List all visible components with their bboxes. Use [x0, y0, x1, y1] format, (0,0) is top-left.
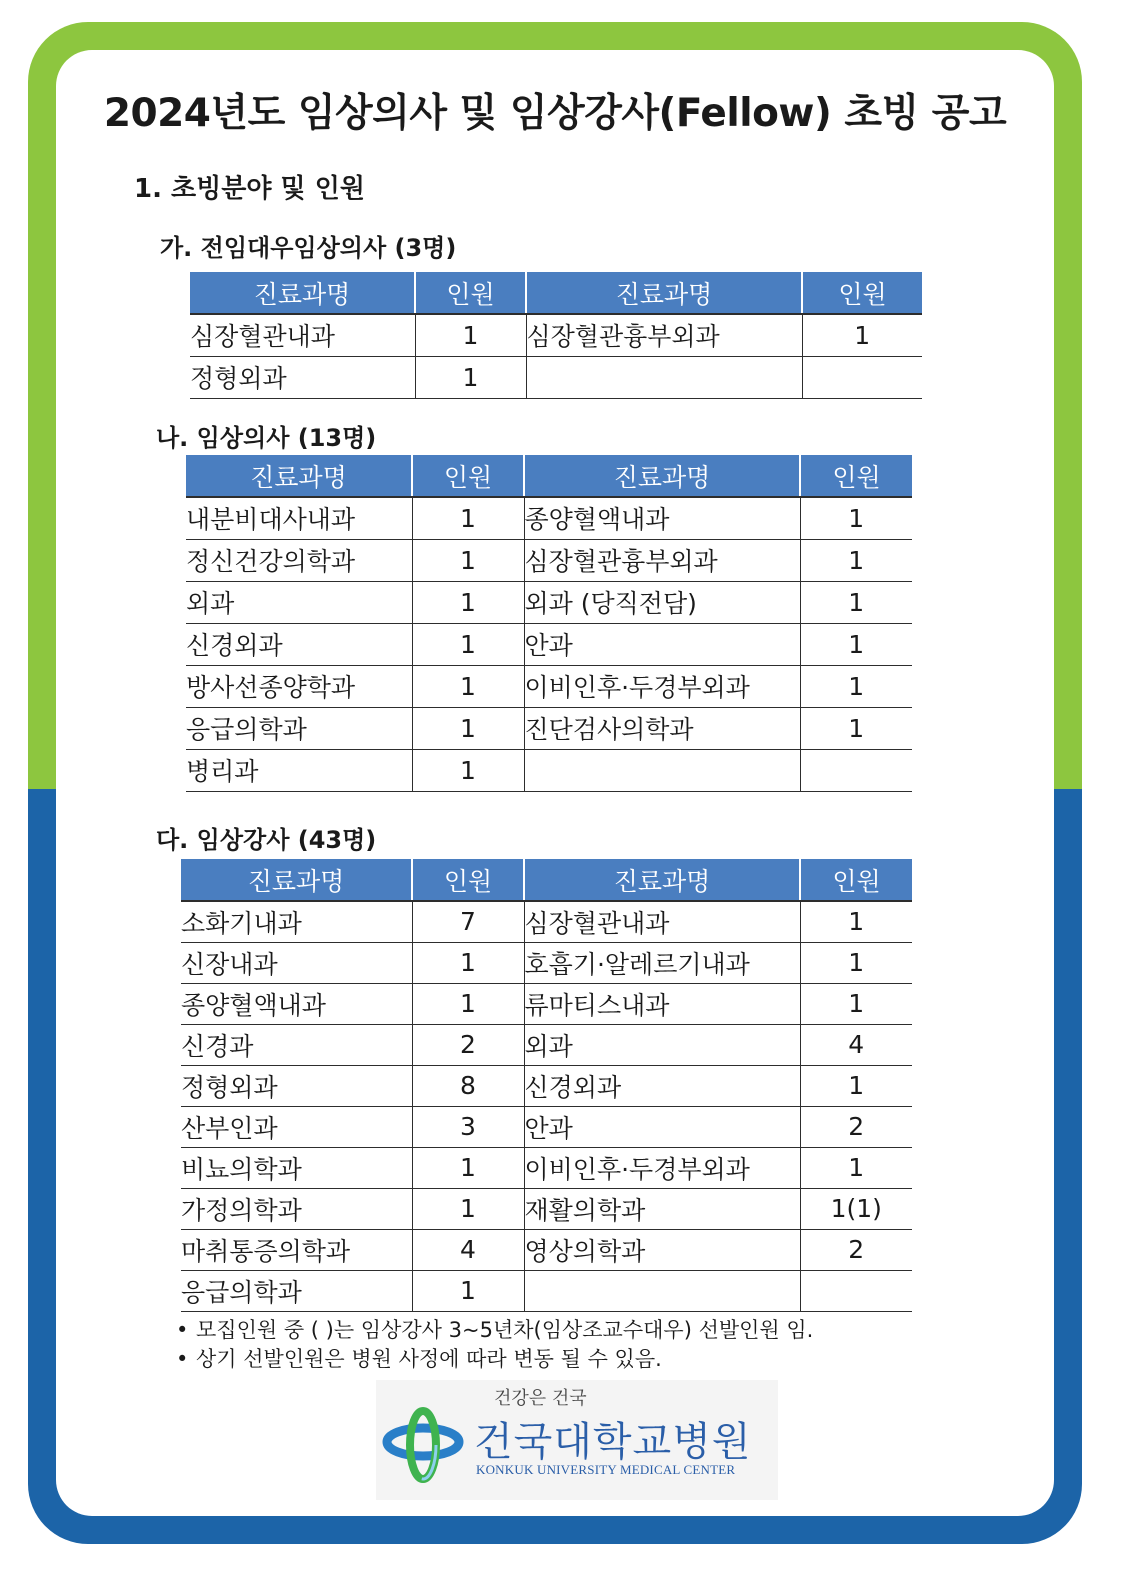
dept-cell: 정형외과 [181, 1065, 412, 1106]
table-row [190, 314, 922, 356]
table-row [181, 1147, 912, 1188]
bullet-icon: • [176, 1318, 189, 1342]
dept-cell: 재활의학과 [524, 1188, 800, 1229]
count-cell: 1 [800, 983, 912, 1024]
section-heading: 1. 초빙분야 및 인원 [134, 174, 365, 204]
dept-cell: 종양혈액내과 [524, 497, 800, 539]
dept-cell: 신경과 [181, 1024, 412, 1065]
column-header-count: 인원 [800, 455, 912, 497]
table-row [190, 356, 922, 398]
count-cell [802, 356, 922, 398]
dept-cell: 안과 [524, 1106, 800, 1147]
dept-cell: 신경외과 [186, 623, 412, 665]
dept-cell: 정형외과 [190, 356, 415, 398]
count-cell: 1 [800, 1147, 912, 1188]
dept-cell: 병리과 [186, 749, 412, 791]
subsection-na-heading: 나. 임상의사 (13명) [156, 424, 377, 452]
table-row [186, 539, 912, 581]
hospital-logo [376, 1380, 778, 1500]
table-da [181, 859, 912, 1312]
dept-cell: 마취통증의학과 [181, 1229, 412, 1270]
dept-cell: 정신건강의학과 [186, 539, 412, 581]
count-cell: 1 [412, 1270, 524, 1311]
logo-name: 건국대학교병원 [474, 1419, 752, 1465]
count-cell [800, 749, 912, 791]
column-header-dept: 진료과명 [526, 272, 802, 314]
count-cell: 2 [800, 1106, 912, 1147]
dept-cell: 안과 [524, 623, 800, 665]
column-header-dept: 진료과명 [186, 455, 412, 497]
table-ga [190, 272, 922, 399]
count-cell: 1 [800, 665, 912, 707]
count-cell: 1 [412, 581, 524, 623]
table-row [186, 749, 912, 791]
dept-cell [524, 1270, 800, 1311]
column-header-dept: 진료과명 [524, 455, 800, 497]
count-cell: 1 [800, 707, 912, 749]
count-cell: 4 [800, 1024, 912, 1065]
count-cell: 1 [412, 707, 524, 749]
dept-cell: 외과 [524, 1024, 800, 1065]
count-cell [800, 1270, 912, 1311]
count-cell: 1 [412, 623, 524, 665]
column-header-dept: 진료과명 [190, 272, 415, 314]
table-row [186, 581, 912, 623]
table-row [186, 623, 912, 665]
table-row [181, 1188, 912, 1229]
count-cell: 3 [412, 1106, 524, 1147]
dept-cell: 심장혈관내과 [524, 901, 800, 942]
dept-cell: 신경외과 [524, 1065, 800, 1106]
count-cell: 1 [412, 1188, 524, 1229]
dept-cell: 심장혈관내과 [190, 314, 415, 356]
count-cell: 7 [412, 901, 524, 942]
count-cell: 1 [412, 497, 524, 539]
bullet-icon: • [176, 1347, 189, 1371]
dept-cell: 류마티스내과 [524, 983, 800, 1024]
table-row [181, 942, 912, 983]
page-title: 2024년도 임상의사 및 임상강사(Fellow) 초빙 공고 [103, 91, 1007, 136]
column-header-dept: 진료과명 [181, 859, 412, 901]
dept-cell: 이비인후·두경부외과 [524, 1147, 800, 1188]
dept-cell: 응급의학과 [186, 707, 412, 749]
dept-cell: 진단검사의학과 [524, 707, 800, 749]
count-cell: 1 [800, 539, 912, 581]
table-row [181, 1106, 912, 1147]
dept-cell: 산부인과 [181, 1106, 412, 1147]
count-cell: 1 [415, 356, 526, 398]
count-cell: 1 [412, 1147, 524, 1188]
count-cell: 2 [800, 1229, 912, 1270]
notes [176, 1316, 813, 1374]
table-row [181, 983, 912, 1024]
table-row [181, 901, 912, 942]
count-cell: 1 [800, 497, 912, 539]
logo-tagline: 건강은 건국 [494, 1388, 587, 1409]
column-header-count: 인원 [415, 272, 526, 314]
dept-cell [526, 356, 802, 398]
dept-cell: 신장내과 [181, 942, 412, 983]
dept-cell: 외과 [186, 581, 412, 623]
count-cell: 1 [800, 1065, 912, 1106]
count-cell: 8 [412, 1065, 524, 1106]
count-cell: 1 [412, 539, 524, 581]
table-na [186, 455, 912, 792]
count-cell: 4 [412, 1229, 524, 1270]
count-cell: 1 [412, 942, 524, 983]
count-cell: 1 [412, 665, 524, 707]
column-header-count: 인원 [802, 272, 922, 314]
dept-cell: 심장혈관흉부외과 [524, 539, 800, 581]
dept-cell [524, 749, 800, 791]
dept-cell: 심장혈관흉부외과 [526, 314, 802, 356]
count-cell: 1 [412, 983, 524, 1024]
count-cell: 1 [800, 901, 912, 942]
table-row [186, 497, 912, 539]
dept-cell: 외과 (당직전담) [524, 581, 800, 623]
dept-cell: 비뇨의학과 [181, 1147, 412, 1188]
count-cell: 1(1) [800, 1188, 912, 1229]
column-header-count: 인원 [800, 859, 912, 901]
count-cell: 1 [800, 623, 912, 665]
dept-cell: 호흡기·알레르기내과 [524, 942, 800, 983]
column-header-count: 인원 [412, 455, 524, 497]
logo-english-name: KONKUK UNIVERSITY MEDICAL CENTER [476, 1462, 736, 1477]
column-header-dept: 진료과명 [524, 859, 800, 901]
count-cell: 1 [415, 314, 526, 356]
count-cell: 1 [800, 581, 912, 623]
subsection-da-heading: 다. 임상강사 (43명) [156, 826, 377, 854]
dept-cell: 이비인후·두경부외과 [524, 665, 800, 707]
count-cell: 1 [802, 314, 922, 356]
table-row [181, 1065, 912, 1106]
note-item: • 상기 선발인원은 병원 사정에 따라 변동 될 수 있음. [176, 1345, 813, 1374]
column-header-count: 인원 [412, 859, 524, 901]
konkuk-emblem-icon [380, 1402, 466, 1488]
table-row [181, 1024, 912, 1065]
dept-cell: 영상의학과 [524, 1229, 800, 1270]
note-item: • 모집인원 중 ( )는 임상강사 3~5년차(임상조교수대우) 선발인원 임. [176, 1316, 813, 1345]
table-row [186, 665, 912, 707]
subsection-ga-heading: 가. 전임대우임상의사 (3명) [160, 234, 457, 262]
table-row [181, 1270, 912, 1311]
table-row [181, 1229, 912, 1270]
dept-cell: 응급의학과 [181, 1270, 412, 1311]
dept-cell: 방사선종양학과 [186, 665, 412, 707]
count-cell: 1 [800, 942, 912, 983]
count-cell: 1 [412, 749, 524, 791]
dept-cell: 내분비대사내과 [186, 497, 412, 539]
dept-cell: 종양혈액내과 [181, 983, 412, 1024]
count-cell: 2 [412, 1024, 524, 1065]
dept-cell: 소화기내과 [181, 901, 412, 942]
dept-cell: 가정의학과 [181, 1188, 412, 1229]
table-row [186, 707, 912, 749]
